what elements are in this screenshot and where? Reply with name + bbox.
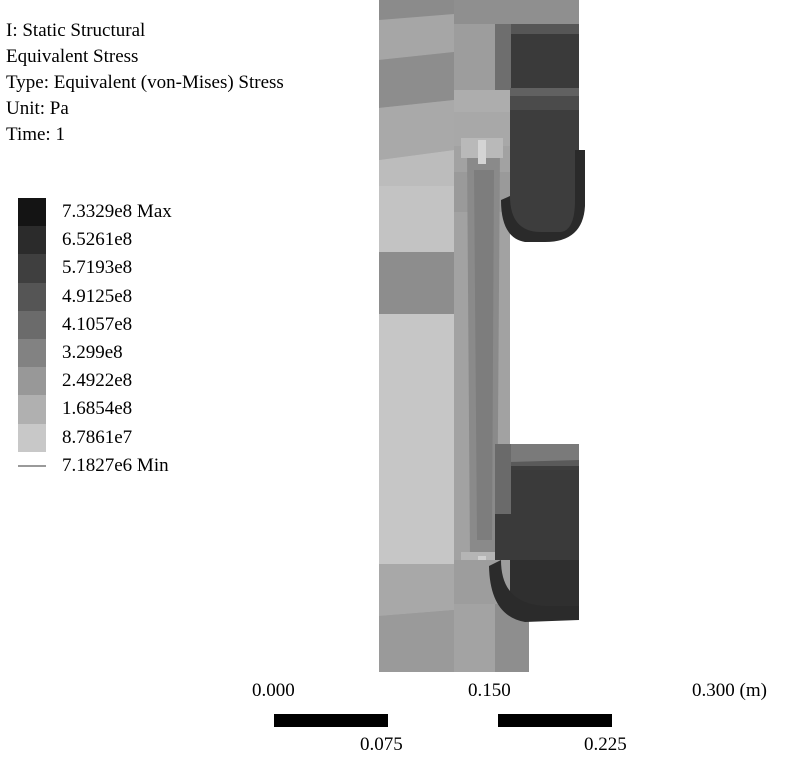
scale-tick-label: 0.300 (m) bbox=[692, 680, 767, 701]
legend-label: 5.7193e8 bbox=[62, 257, 133, 279]
legend-item bbox=[18, 311, 248, 339]
header-line-3: Type: Equivalent (von-Mises) Stress bbox=[6, 72, 284, 93]
scale-bar-segment bbox=[498, 714, 612, 727]
header-line-2: Equivalent Stress bbox=[6, 46, 139, 67]
contour-plot-model bbox=[375, 0, 640, 672]
legend-swatch bbox=[18, 465, 46, 467]
legend-swatch bbox=[18, 226, 46, 254]
legend-swatch bbox=[18, 339, 46, 367]
legend-swatch bbox=[18, 311, 46, 339]
scale-bar-segment bbox=[274, 714, 388, 727]
legend-swatch bbox=[18, 283, 46, 311]
legend-item bbox=[18, 226, 248, 254]
legend-swatch bbox=[18, 395, 46, 423]
legend-swatch bbox=[18, 198, 46, 226]
legend-swatch bbox=[18, 367, 46, 395]
scale-subtick-label: 0.225 bbox=[584, 734, 627, 755]
legend-label: 4.1057e8 bbox=[62, 313, 133, 335]
legend-label: 2.4922e8 bbox=[62, 370, 133, 392]
legend-label: 3.299e8 bbox=[62, 341, 123, 363]
legend-item bbox=[18, 283, 248, 311]
legend-swatch bbox=[18, 254, 46, 282]
legend-item bbox=[18, 452, 248, 480]
legend-item bbox=[18, 395, 248, 423]
scale-subtick-label: 0.075 bbox=[360, 734, 403, 755]
contour-legend bbox=[18, 198, 248, 480]
header-line-5: Time: 1 bbox=[6, 124, 65, 145]
scale-bar bbox=[0, 672, 800, 760]
header-text-block bbox=[6, 18, 284, 148]
scale-tick-label: 0.150 bbox=[468, 680, 511, 701]
legend-item bbox=[18, 254, 248, 282]
header-line-4: Unit: Pa bbox=[6, 98, 69, 119]
legend-label: 4.9125e8 bbox=[62, 285, 133, 307]
scale-tick-label: 0.000 bbox=[252, 680, 295, 701]
legend-item bbox=[18, 424, 248, 452]
legend-label: 6.5261e8 bbox=[62, 229, 133, 251]
legend-item bbox=[18, 339, 248, 367]
legend-label: 7.3329e8 Max bbox=[62, 201, 172, 222]
header-line-1: I: Static Structural bbox=[6, 20, 146, 41]
legend-swatch bbox=[18, 424, 46, 452]
legend-item bbox=[18, 367, 248, 395]
legend-label: 8.7861e7 bbox=[62, 426, 133, 448]
legend-label: 7.1827e6 Min bbox=[62, 454, 169, 476]
legend-label: 1.6854e8 bbox=[62, 398, 133, 420]
legend-item bbox=[18, 198, 248, 226]
